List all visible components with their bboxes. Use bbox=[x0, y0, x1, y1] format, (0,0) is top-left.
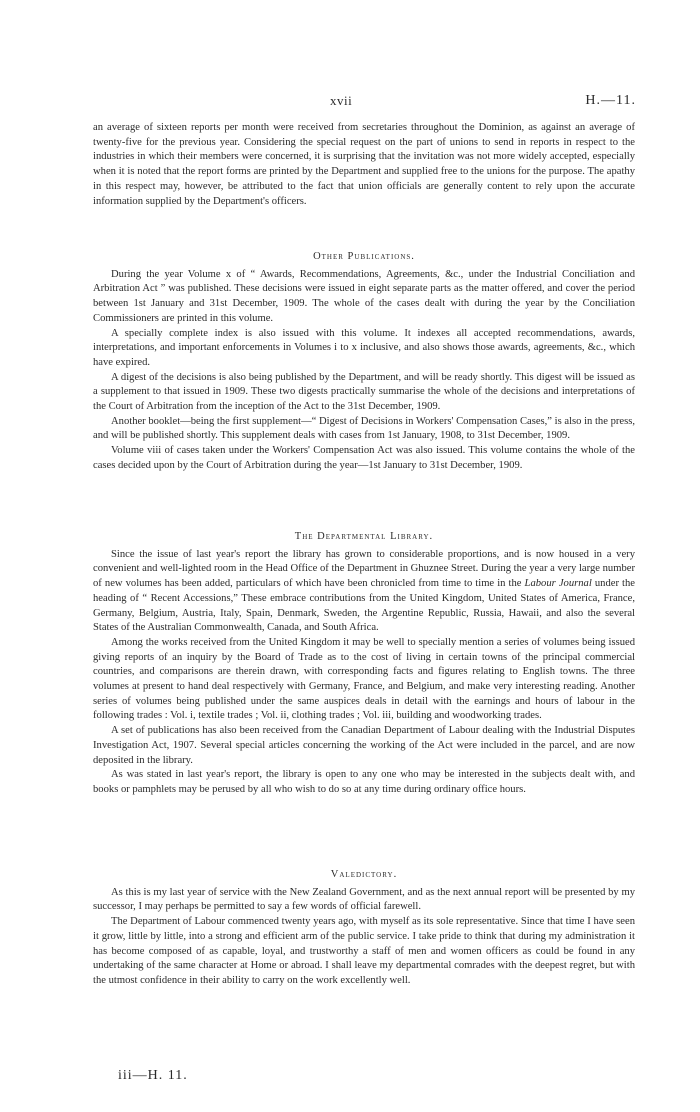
paragraph: A set of publications has also been received from the Canadian Department of Labour dealing with the Industrial Disputes Investigation Act, 1907. Several special articles concerning the working of the Act were included in the parcel, and are now deposited in the library. bbox=[93, 725, 635, 766]
paragraph: Among the works received from the United Kingdom it may be well to specially mention a series of volumes being issued giving reports of an inquiry by the Board of Trade as to the cost of living in certain towns of the principal commercial countries, and comparisons are therein drawn, with corresponding facts and figures relating to English towns. The three volumes at present to hand deal respectively with Germany, France, and Belgium, and make very interesting reading. Another series of volumes being published under the same auspices deals in detail with the earnings and hours of labour in the following trades : Vol. i, textile trades ; Vol. ii, clothing trades ; Vol. iii, building and woodworking trades. bbox=[93, 636, 635, 722]
paragraph: Another booklet—being the first supplement—“ Digest of Decisions in Workers' Compensation Cases,” is also in the press, and will be published shortly. This supplement deals with cases from 1st January, 1908, to 31st December, 1909. bbox=[93, 415, 635, 442]
intro-text bbox=[93, 121, 635, 209]
section-heading: The Departmental Library. bbox=[294, 531, 434, 542]
paragraph-text: Since the issue of last year's report the library has grown to considerable proportions, and is now housed in a very convenient and well-lighted room in the Head Office of the Department in Ghuznee Street. During the year a very large number of new volumes has been added, particulars of which have been chronicled from time to time in the bbox=[93, 548, 635, 590]
section-departmental-library bbox=[93, 530, 635, 798]
paragraph-text: under the heading of “ Recent Accessions,” These embrace contributions from the United Kingdom, United States of America, France, Germany, Belgium, Austria, Italy, Spain, Denmark, Sweden, the Argentine Republic, Russia, Hawaii, and also the several States of the Australian Commonwealth, Canada, and South Africa. bbox=[93, 578, 635, 634]
section-heading: Other Publications. bbox=[313, 251, 415, 262]
paragraph bbox=[93, 548, 635, 636]
journal-title: Labour Journal bbox=[524, 578, 592, 590]
paragraph: During the year Volume x of “ Awards, Recommendations, Agreements, &c., under the Industrial Conciliation and Arbitration Act ” was published. These decisions were issued in eight separate parts as the matter offered, and cover the period between 1st January and 31st December, 1909. The whole of the cases dealt with during the year by the Conciliation Commissioners are printed in this volume. bbox=[93, 268, 635, 324]
document-reference: H.—11. bbox=[585, 93, 636, 108]
paragraph: Volume viii of cases taken under the Workers' Compensation Act was also issued. This volume contains the whole of the cases decided upon by the Court of Arbitration during the year—1st January to 31st December, 1909. bbox=[93, 445, 635, 471]
section-other-publications bbox=[93, 250, 635, 474]
page-number: xvii bbox=[330, 93, 353, 108]
paragraph: As was stated in last year's report, the library is open to any one who may be interested in the subjects dealt with, and books or pamphlets may be perused by all who wish to do so at any time during ordinary office hours. bbox=[93, 769, 635, 795]
paragraph: The Department of Labour commenced twenty years ago, with myself as its sole representative. Since that time I have seen it grow, little by little, into a strong and efficient arm of the public service. I take pride to think that during my administration it has become composed of as capable, loyal, and trustworthy a staff of men and women officers as could be found in any undertaking of the same character at Home or abroad. I shall leave my departmental comrades with the deepest regret, but with the utmost confidence in their ability to carry on the work excellently well. bbox=[93, 916, 635, 986]
section-heading: Valedictory. bbox=[330, 869, 398, 880]
signature-mark: iii—H. 11. bbox=[118, 1068, 188, 1083]
page-header bbox=[0, 93, 700, 113]
paragraph: A specially complete index is also issued with this volume. It indexes all accepted recommendations, awards, interpretations, and important enforcements in Volumes i to x inclusive, and also shows those awards, agreements, &c., which have expired. bbox=[93, 327, 635, 368]
paragraph: As this is my last year of service with the New Zealand Government, and as the next annual report will be presented by my successor, I may perhaps be permitted to say a few words of official farewell. bbox=[93, 886, 635, 913]
section-valedictory bbox=[93, 868, 635, 989]
intro-paragraph: an average of sixteen reports per month were received from secretaries throughout the Dominion, as against an average of twenty-five for the previous year. Considering the special request on the part of unions to send in reports in respect to the industries in which their members were concerned, it is surprising that the invitation was not more widely accepted, especially when it is noted that the report forms are printed by the Department and supplied free to the unions for the purpose. The apathy in this respect may, however, be attributed to the fact that union officials are generally content to rely upon the accurate information supplied by the Department's officers. bbox=[93, 122, 635, 207]
paragraph: A digest of the decisions is also being published by the Department, and will be ready shortly. This digest will be issued as a supplement to that issued in 1909. These two digests practically summarise the whole of the decisions and interpretations of the Court of Arbitration from the inception of the Act to the 31st December, 1909. bbox=[93, 371, 635, 413]
